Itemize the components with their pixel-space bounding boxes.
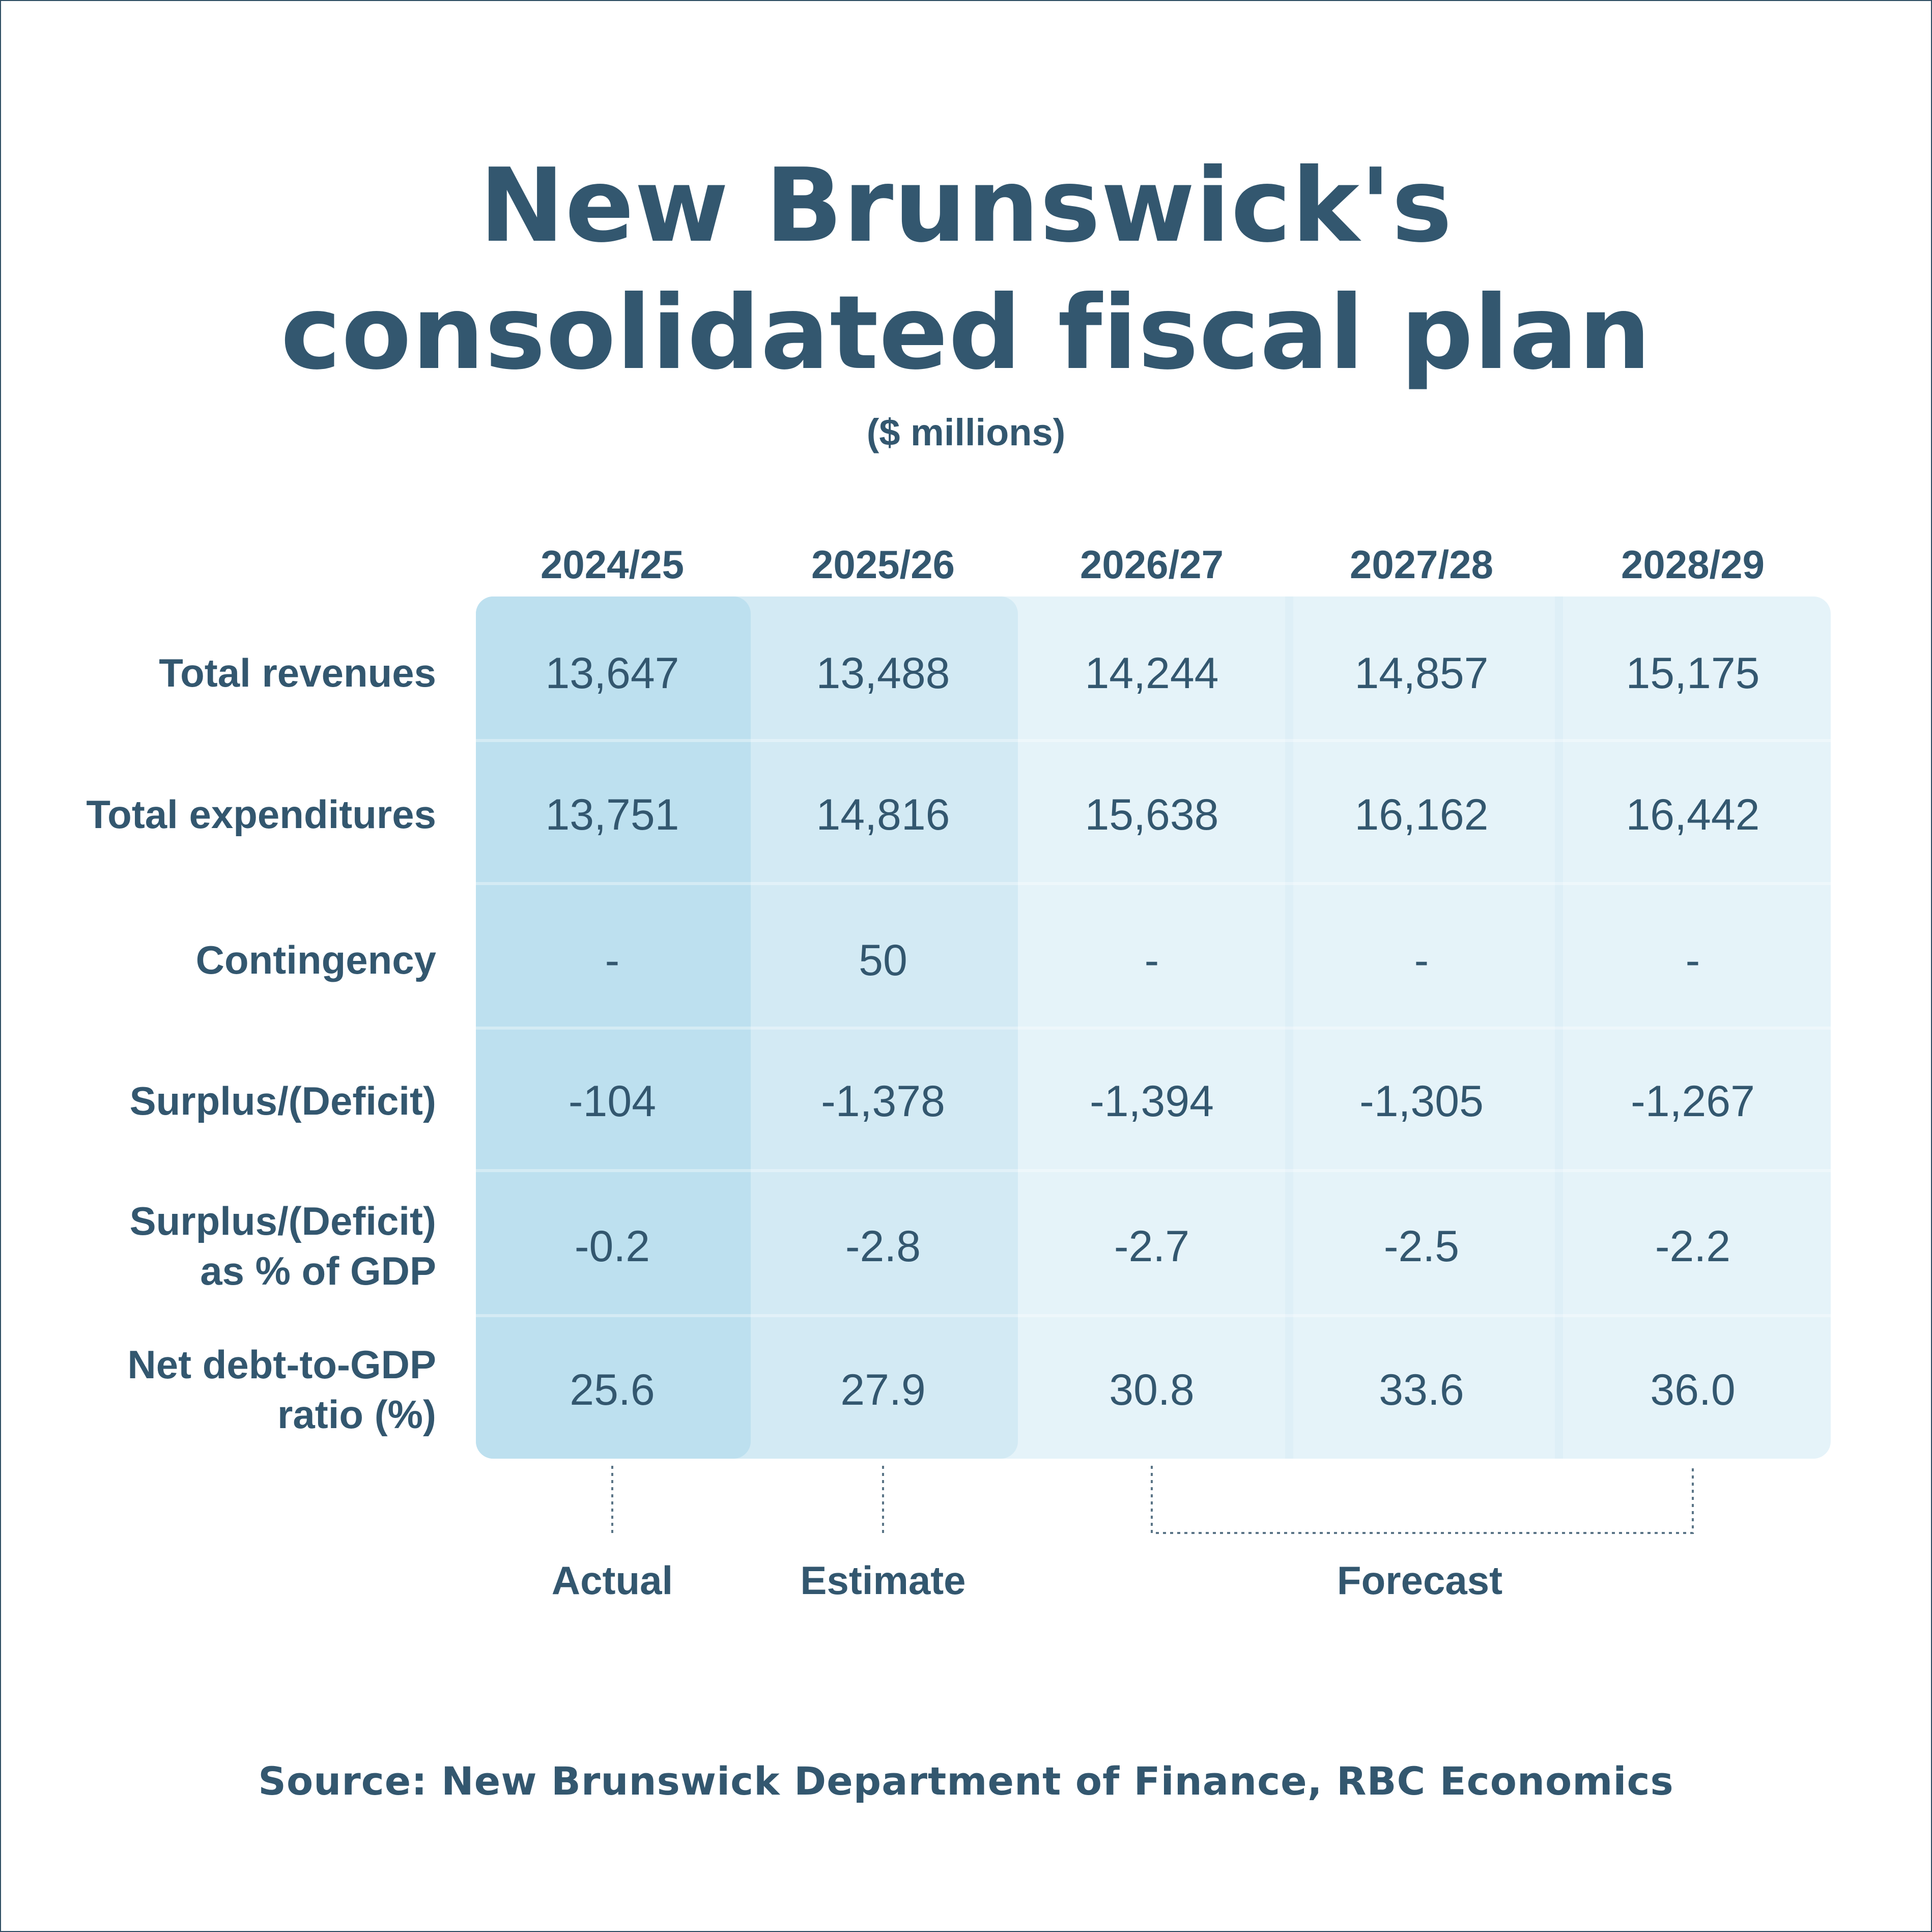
row-separator bbox=[476, 882, 1831, 885]
cell-value: 13,751 bbox=[545, 790, 679, 839]
row-separator bbox=[476, 739, 1831, 742]
cell-value: -1,378 bbox=[821, 1077, 945, 1126]
cell-value: 13,488 bbox=[816, 649, 950, 698]
cell-value: -1,394 bbox=[1090, 1077, 1214, 1126]
cell-value: 50 bbox=[859, 936, 907, 985]
row-separator bbox=[476, 1314, 1831, 1317]
cell-value: 14,816 bbox=[816, 790, 950, 839]
row-label: Net debt-to-GDP bbox=[127, 1342, 436, 1387]
row-label: Total expenditures bbox=[86, 792, 436, 837]
cell-value: 16,162 bbox=[1354, 790, 1489, 839]
source-note: Source: New Brunswick Department of Finance, RBC Economics bbox=[258, 1758, 1674, 1804]
row-label: Surplus/(Deficit) bbox=[129, 1199, 436, 1243]
cell-value: - bbox=[1144, 936, 1159, 985]
row-label: as % of GDP bbox=[200, 1248, 436, 1293]
cell-value: -104 bbox=[568, 1077, 657, 1126]
cell-value: - bbox=[1685, 936, 1700, 985]
cell-value: -1,267 bbox=[1631, 1077, 1755, 1126]
column-header: 2026/27 bbox=[1080, 542, 1224, 587]
group-label: Forecast bbox=[1337, 1558, 1503, 1603]
chart-subtitle: ($ millions) bbox=[866, 411, 1066, 453]
row-separator bbox=[476, 1169, 1831, 1172]
cell-value: -2.5 bbox=[1383, 1222, 1460, 1271]
cell-value: -2.8 bbox=[845, 1222, 921, 1271]
cell-value: 16,442 bbox=[1626, 790, 1760, 839]
row-label: ratio (%) bbox=[277, 1392, 436, 1437]
cell-value: - bbox=[1414, 936, 1429, 985]
cell-value: 36.0 bbox=[1650, 1366, 1736, 1414]
cell-value: 25.6 bbox=[570, 1366, 655, 1414]
cell-value: 14,244 bbox=[1085, 649, 1219, 698]
cell-value: -1,305 bbox=[1359, 1077, 1484, 1126]
row-label: Total revenues bbox=[159, 650, 436, 695]
cell-value: 27.9 bbox=[840, 1366, 926, 1414]
row-separator bbox=[476, 1027, 1831, 1030]
group-label: Estimate bbox=[800, 1558, 966, 1603]
cell-value: -0.2 bbox=[574, 1222, 650, 1271]
cell-value: -2.7 bbox=[1114, 1222, 1190, 1271]
cell-value: 33.6 bbox=[1379, 1366, 1464, 1414]
chart-title-line-1: New Brunswick's bbox=[479, 147, 1453, 265]
cell-value: - bbox=[605, 936, 620, 985]
row-label: Surplus/(Deficit) bbox=[129, 1078, 436, 1123]
cell-value: 15,175 bbox=[1626, 649, 1760, 698]
cell-value: 30.8 bbox=[1109, 1366, 1195, 1414]
chart-title-line-2: consolidated fiscal plan bbox=[280, 274, 1652, 392]
cell-value: -2.2 bbox=[1655, 1222, 1731, 1271]
column-header: 2024/25 bbox=[541, 542, 684, 587]
group-label: Actual bbox=[551, 1558, 673, 1603]
column-header: 2027/28 bbox=[1350, 542, 1493, 587]
cell-value: 14,857 bbox=[1354, 649, 1489, 698]
row-label: Contingency bbox=[195, 937, 436, 982]
column-header: 2028/29 bbox=[1621, 542, 1765, 587]
column-header: 2025/26 bbox=[811, 542, 955, 587]
cell-value: 15,638 bbox=[1085, 790, 1219, 839]
cell-value: 13,647 bbox=[545, 649, 679, 698]
group-bracket bbox=[1152, 1466, 1693, 1533]
